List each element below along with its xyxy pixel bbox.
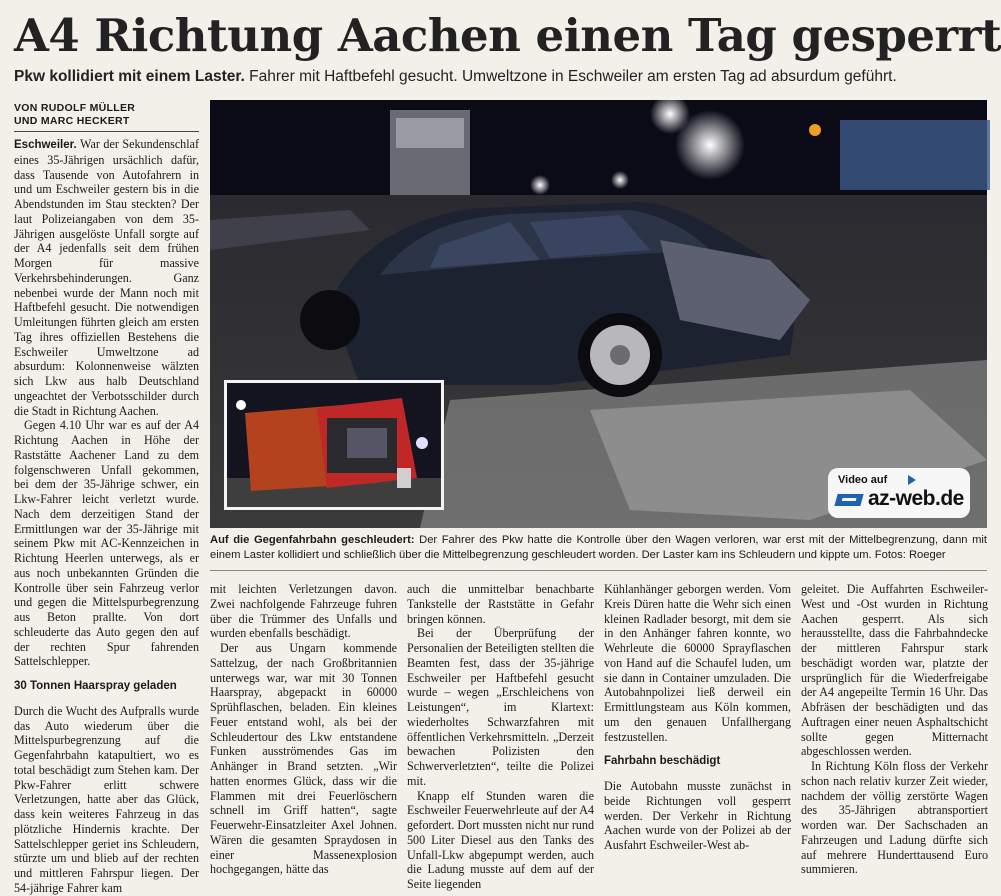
subheadline <box>14 68 989 86</box>
column-5 <box>801 582 988 877</box>
video-url[interactable]: az-web.de <box>868 487 964 510</box>
paragraph: Bei der Überprüfung der Personalien der Beteiligten stellten die Beamten fest, dass der 35-jährige Eschweiler per Haftbefehl gesucht wurde – wegen „Erschleichens von Leistungen“, im Klartext: wiederholtes Schwarzfahren mit öffentlichen Verkehrsmitteln. „Derzeit bewachen Polizisten den Schwerverletzten“, teilte die Polizei mit. <box>407 626 594 788</box>
author-line-1: VON RUDOLF MÜLLER <box>14 102 136 114</box>
paragraph: Der aus Ungarn kommende Sattelzug, der nach Großbritannien unterwegs war, war mit 30 Tonnen Haarspray, abgepackt in 60000 Sprühflaschen, beladen. Ein kleines Feuer entstand wohl, als bei der Schleudertour des Lkw entstandene Funken ausströmendes Gas im Anhänger in Brand setzten. „Wir hatten enormes Glück, dass wir die Flammen mit drei Feuerlöschern schnell im Griff hatten“, sagte Feuerwehr-Einsatzleiter Axel Johnen. Wären die gesamten Spraydosen in einer Massenexplosion hochgegangen, hätte das <box>210 641 397 877</box>
author-byline <box>14 102 199 128</box>
dateline: Eschweiler. <box>14 139 77 151</box>
paragraph: Durch die Wucht des Aufpralls wurde das Auto wiederum über die Mittelspurbegrenzung auf die Gegenfahrbahn katapultiert, wo es total beschädigt zum Stehen kam. Der Pkw-Fahrer erlitt schwere Verletzungen, hatte aber das Glück, dass kein weiteres Fahrzeug in das plötzliche Hindernis krachte. Der Sattelschlepper geriet ins Schleudern, stürzte um und blieb auf der rechten und mittleren Fahrspur liegen. Der 54-jährige Fahrer kam <box>14 703 199 895</box>
paragraph: mit leichten Verletzungen davon. Zwei nachfolgende Fahrzeuge fuhren über die Trümmer des Unfalls und wurden ebenfalls beschädigt. <box>210 582 397 641</box>
inset-photo <box>224 380 444 510</box>
play-icon <box>908 475 916 485</box>
video-badge[interactable] <box>828 468 970 518</box>
author-line-2: UND MARC HECKERT <box>14 115 130 127</box>
subhead-rest: Fahrer mit Haftbefehl gesucht. Umweltzone in Eschweiler am ersten Tag ad absurdum geführt. <box>244 68 897 85</box>
section-subtitle: Fahrbahn beschädigt <box>604 755 721 768</box>
column-3 <box>407 582 594 891</box>
tipped-truck-image <box>227 383 441 507</box>
photo-caption <box>210 533 987 563</box>
subhead-bold: Pkw kollidiert mit einem Laster. <box>14 68 245 85</box>
az-logo-icon <box>834 494 863 506</box>
caption-bold: Auf die Gegenfahrbahn geschleudert: <box>210 534 415 546</box>
column-1 <box>14 137 199 895</box>
byline-divider <box>14 131 199 132</box>
paragraph: Die Autobahn musste zunächst in beide Richtungen voll gesperrt werden. Der Verkehr in Richtung Aachen wurde von der Polizei ab der Ausfahrt Eschweiler-West ab- <box>604 779 791 852</box>
caption-text: Der Fahrer des Pkw hatte die Kontrolle über den Wagen verloren, war erst mit der Mittelbegrenzung, dann mit einem Laster kollidiert und schließlich über die Mittelbegrenzung geschleudert worden. Der Laster kam ins Schleudern und kippte um. Fotos: Roeger <box>210 534 987 561</box>
section-subtitle: 30 Tonnen Haarspray geladen <box>14 680 177 692</box>
lead-text: War der Sekundenschlaf eines 35-Jährigen ursächlich dafür, dass Tausende von Autofahrern in und um Eschweiler gestern bis in die Abendstunden im Stau steckten? Der laut Polizeiangaben von dem 35-Jährigen ausgelöste Unfall sorgte auf der A4 jedenfalls seit dem frühen Morgen für massive Verkehrsbehinderungen. Ganz nebenbei wurde der Mann noch mit Haftbefehl gesucht. Die notwendigen Umleitungen führten gleich am ersten Tag ihres offiziellen Bestehens die Eschweiler Umweltzone ad absurdum: Kolonnenweise wälzten sich Lkw aus halb Deutschland ungeachtet der Verbotsschilder durch die Stadt in Richtung Aachen. <box>14 137 199 418</box>
paragraph: geleitet. Die Auffahrten Eschweiler-West und -Ost wurden in Richtung Aachen gesperrt. Als sich herausstellte, dass die Fahrbahndecke der mittleren Fahrspur stark beschädigt worden war, platzte der ursprünglich für die Wiederfreigabe der A4 angepeilte Termin 16 Uhr. Das Abfräsen der beschädigten und das Auftragen einer neuen Asphaltschicht sollte gegen Mitternacht abgeschlossen werden. <box>801 582 988 759</box>
paragraph: auch die unmittelbar benachbarte Tankstelle der Raststätte in Gefahr bringen können. <box>407 582 594 626</box>
video-label: Video auf <box>838 474 888 486</box>
column-4 <box>604 582 791 852</box>
lead-paragraph <box>14 137 199 418</box>
paragraph: Gegen 4.10 Uhr war es auf der A4 Richtung Aachen in Höhe der Raststätte Aachener Land zu dem folgenschweren Unfall gekommen, bei dem der 35-Jährige schwer, ein Lkw-Fahrer leicht verletzt wurde. Nach dem derzeitigen Stand der Ermittlungen war der 35-Jährige mit seinem Pkw mit AC-Kennzeichen in Richtung Heerlen unterwegs, als er aus noch unbekannten Gründen die Kontrolle über sein Fahrzeug verlor und gegen die Mittelspurbegrenzung aus Beton prallte. Von dort schleuderte das Auto gegen den auf der rechten Spur fahrenden Sattelschlepper. <box>14 418 199 669</box>
headline: A4 Richtung Aachen einen Tag gesperrt <box>14 9 1001 62</box>
paragraph: Kühlanhänger geborgen werden. Vom Kreis Düren hatte die Wehr sich einen kleinen Radlader besorgt, mit dem sie in den Anhänger fahren konnte, wo Wehrleute die 60000 Sprayflaschen von Hand auf die Schaufel luden, um sie dann in Container umzuladen. Die Autobahnpolizei ließ derweil ein Ermittlungsteam aus Köln kommen, um den genauen Unfallhergang festzustellen. <box>604 582 791 744</box>
column-2 <box>210 582 397 877</box>
paragraph: In Richtung Köln floss der Verkehr schon nach relativ kurzer Zeit wieder, nachdem der völlig zerstörte Wagen des 35-Jährigen abtransportiert worden war. Der Sachschaden an Fahrzeugen und Ladung dürfte sich auf mehrere Hunderttausend Euro summieren. <box>801 759 988 877</box>
paragraph: Knapp elf Stunden waren die Eschweiler Feuerwehrleute auf der A4 gefordert. Dort mussten nicht nur rund 500 Liter Diesel aus den Tanks des Unfall-Lkw abgepumpt werden, auch die Ladung musste auf dem auf der Seite liegenden <box>407 788 594 891</box>
caption-divider <box>210 570 987 571</box>
